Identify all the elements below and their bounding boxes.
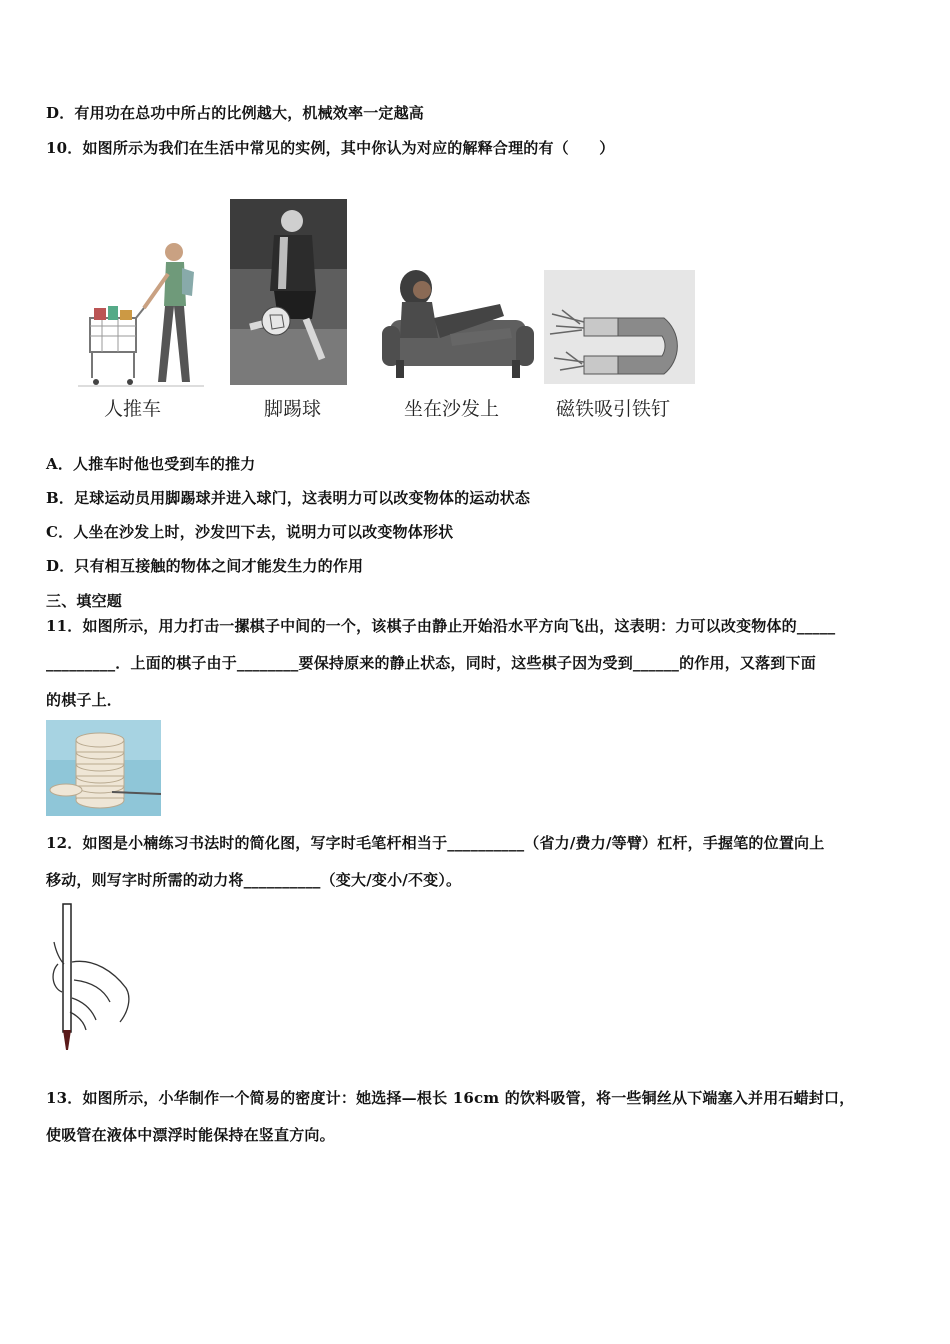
brush-hand-drawing: [44, 902, 144, 1054]
q11-line3: 的棋子上．: [46, 691, 123, 709]
sofa-sitting-illustration: [380, 268, 536, 384]
q13-line2: 使吸管在液体中漂浮时能保持在竖直方向。: [46, 1126, 335, 1144]
magnet-nails-photo: [544, 270, 695, 384]
q10-stem: 10．如图所示为我们在生活中常见的实例，其中你认为对应的解释合理的有（ ）: [46, 139, 615, 157]
kicking-ball-photo: [230, 199, 347, 385]
q12-line1: 12．如图是小楠练习书法时的简化图，写字时毛笔杆相当于__________（省力/费力/等臂）杠杆，手握笔的位置向上: [46, 834, 825, 852]
cart-pushing-illustration: [78, 238, 208, 388]
q10-option-d: D．只有相互接触的物体之间才能发生力的作用: [46, 557, 364, 575]
caption-kick: 脚踢球: [264, 398, 322, 420]
q13-line1: 13．如图所示，小华制作一个简易的密度计：她选择—根长 16cm 的饮料吸管，将一些铜丝从下端塞入并用石蜡封口，: [46, 1089, 855, 1107]
q11-line1: 11．如图所示，用力打击一摞棋子中间的一个，该棋子由静止开始沿水平方向飞出，这表明：力可以改变物体的_____: [46, 617, 836, 635]
section-title: 三、填空题: [46, 592, 123, 610]
caption-magnet: 磁铁吸引铁钉: [556, 398, 671, 420]
q10-option-a: A．人推车时他也受到车的推力: [46, 455, 256, 473]
q10-option-b: B．足球运动员用脚踢球并进入球门，这表明力可以改变物体的运动状态: [46, 489, 531, 507]
q11-line2: _________．上面的棋子由于________要保持原来的静止状态，同时，这些棋子因为受到______的作用，又落到下面: [46, 654, 816, 672]
q9-option-d: D．有用功在总功中所占的比例越大，机械效率一定越高: [46, 104, 425, 122]
caption-cart: 人推车: [104, 398, 162, 420]
q12-line2: 移动，则写字时所需的动力将__________（变大/变小/不变）。: [46, 871, 462, 889]
caption-sofa: 坐在沙发上: [404, 398, 500, 420]
chess-pieces-stack-photo: [46, 720, 161, 816]
q10-option-c: C．人坐在沙发上时，沙发凹下去，说明力可以改变物体形状: [46, 523, 454, 541]
